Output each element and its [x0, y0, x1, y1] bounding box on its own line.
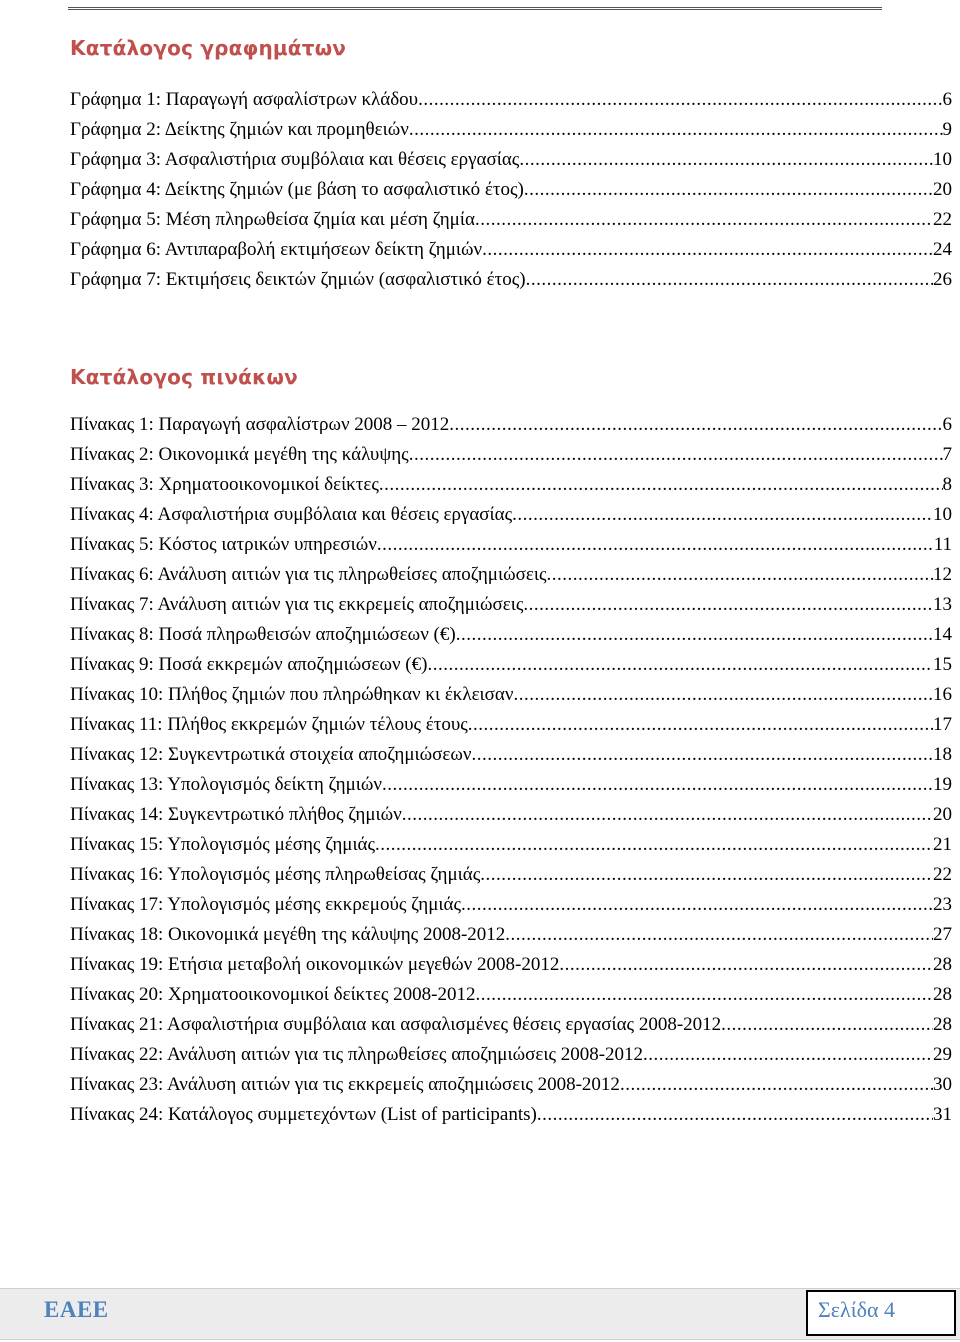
toc-dot-leader	[468, 710, 933, 740]
toc-entry-title: Γράφημα 5: Μέση πληρωθείσα ζημία και μέση ζημία	[70, 209, 475, 230]
toc-entry-title: Πίνακας 3: Χρηματοοικονομικοί δείκτες	[70, 474, 379, 495]
toc-entry-page: 14	[933, 624, 952, 645]
tables-toc-list	[70, 410, 952, 1130]
table-entry-3[interactable]	[70, 470, 952, 500]
tables-list-heading: Κατάλογος πινάκων	[70, 365, 298, 389]
toc-entry-page: 16	[933, 684, 952, 705]
charts-list-heading: Κατάλογος γραφημάτων	[70, 36, 347, 60]
toc-entry-page: 13	[933, 594, 952, 615]
chart-entry-1[interactable]	[70, 85, 952, 115]
toc-entry-page: 7	[942, 444, 952, 465]
toc-entry-page: 24	[933, 239, 952, 260]
toc-entry-page: 9	[942, 119, 952, 140]
toc-dot-leader	[409, 115, 943, 145]
toc-entry-page: 8	[942, 474, 952, 495]
toc-dot-leader	[513, 680, 933, 710]
toc-entry-title: Πίνακας 18: Οικονομικά μεγέθη της κάλυψης 2008-2012	[70, 924, 506, 945]
toc-dot-leader	[620, 1070, 933, 1100]
toc-entry-title: Γράφημα 4: Δείκτης ζημιών (με βάση το ασφαλιστικό έτος)	[70, 179, 524, 200]
toc-entry-page: 30	[933, 1074, 952, 1095]
toc-entry-title: Πίνακας 11: Πλήθος εκκρεμών ζημιών τέλους έτους	[70, 714, 468, 735]
toc-entry-page: 10	[933, 504, 952, 525]
table-entry-23[interactable]	[70, 1070, 952, 1100]
toc-dot-leader	[721, 1010, 933, 1040]
toc-entry-title: Πίνακας 23: Ανάλυση αιτιών για τις εκκρεμείς αποζημιώσεις 2008-2012	[70, 1074, 620, 1095]
table-entry-16[interactable]	[70, 860, 952, 890]
toc-dot-leader	[375, 830, 933, 860]
table-entry-14[interactable]	[70, 800, 952, 830]
table-entry-4[interactable]	[70, 500, 952, 530]
toc-dot-leader	[471, 740, 933, 770]
table-entry-10[interactable]	[70, 680, 952, 710]
toc-dot-leader	[379, 470, 943, 500]
toc-entry-title: Γράφημα 3: Ασφαλιστήρια συμβόλαια και θέσεις εργασίας	[70, 149, 520, 170]
toc-entry-title: Πίνακας 1: Παραγωγή ασφαλίστρων 2008 – 2012	[70, 414, 450, 435]
toc-entry-title: Πίνακας 13: Υπολογισμός δείκτη ζημιών	[70, 774, 382, 795]
toc-entry-title: Γράφημα 7: Εκτιμήσεις δεικτών ζημιών (ασφαλιστικό έτος)	[70, 269, 526, 290]
toc-dot-leader	[559, 950, 933, 980]
toc-dot-leader	[505, 920, 933, 950]
toc-entry-page: 22	[933, 209, 952, 230]
toc-entry-page: 6	[942, 414, 952, 435]
toc-entry-title: Γράφημα 1: Παραγωγή ασφαλίστρων κλάδου	[70, 89, 419, 110]
toc-dot-leader	[382, 770, 933, 800]
toc-dot-leader	[456, 620, 933, 650]
table-entry-5[interactable]	[70, 530, 952, 560]
toc-entry-page: 28	[933, 954, 952, 975]
chart-entry-5[interactable]	[70, 205, 952, 235]
toc-entry-title: Πίνακας 7: Ανάλυση αιτιών για τις εκκρεμείς αποζημιώσεις	[70, 594, 524, 615]
toc-entry-title: Πίνακας 21: Ασφαλιστήρια συμβόλαια και ασφαλισμένες θέσεις εργασίας 2008-2012	[70, 1014, 722, 1035]
chart-entry-4[interactable]	[70, 175, 952, 205]
toc-dot-leader	[512, 500, 933, 530]
table-entry-24[interactable]	[70, 1100, 952, 1130]
table-entry-8[interactable]	[70, 620, 952, 650]
toc-entry-title: Γράφημα 6: Αντιπαραβολή εκτιμήσεων δείκτη ζημιών	[70, 239, 483, 260]
table-entry-11[interactable]	[70, 710, 952, 740]
table-entry-1[interactable]	[70, 410, 952, 440]
toc-dot-leader	[526, 265, 933, 295]
toc-entry-title: Πίνακας 22: Ανάλυση αιτιών για τις πληρωθείσες αποζημιώσεις 2008-2012	[70, 1044, 644, 1065]
toc-dot-leader	[643, 1040, 933, 1070]
toc-entry-title: Πίνακας 6: Ανάλυση αιτιών για τις πληρωθείσες αποζημιώσεις	[70, 564, 547, 585]
toc-dot-leader	[537, 1100, 933, 1130]
table-entry-13[interactable]	[70, 770, 952, 800]
toc-dot-leader	[480, 860, 933, 890]
toc-entry-title: Πίνακας 15: Υπολογισμός μέσης ζημιάς	[70, 834, 376, 855]
toc-entry-page: 22	[933, 864, 952, 885]
table-entry-9[interactable]	[70, 650, 952, 680]
top-rule	[68, 7, 882, 10]
toc-dot-leader	[475, 205, 933, 235]
toc-entry-title: Γράφημα 2: Δείκτης ζημιών και προμηθειών	[70, 119, 409, 140]
toc-dot-leader	[546, 560, 933, 590]
toc-entry-page: 20	[933, 804, 952, 825]
toc-entry-page: 18	[933, 744, 952, 765]
toc-entry-title: Πίνακας 19: Ετήσια μεταβολή οικονομικών μεγεθών 2008-2012	[70, 954, 560, 975]
toc-entry-page: 20	[933, 179, 952, 200]
toc-entry-page: 6	[942, 89, 952, 110]
toc-entry-page: 28	[933, 984, 952, 1005]
toc-entry-page: 21	[933, 834, 952, 855]
toc-dot-leader	[418, 85, 942, 115]
table-entry-7[interactable]	[70, 590, 952, 620]
toc-entry-page: 23	[933, 894, 952, 915]
charts-toc-list	[70, 85, 952, 295]
chart-entry-2[interactable]	[70, 115, 952, 145]
toc-dot-leader	[523, 590, 933, 620]
toc-dot-leader	[427, 650, 933, 680]
chart-entry-3[interactable]	[70, 145, 952, 175]
toc-entry-title: Πίνακας 9: Ποσά εκκρεμών αποζημιώσεων (€)	[70, 654, 428, 675]
table-entry-12[interactable]	[70, 740, 952, 770]
toc-entry-title: Πίνακας 12: Συγκεντρωτικά στοιχεία αποζημιώσεων	[70, 744, 472, 765]
footer-brand: ΕΑΕΕ	[44, 1297, 109, 1322]
toc-dot-leader	[449, 410, 942, 440]
toc-entry-title: Πίνακας 8: Ποσά πληρωθεισών αποζημιώσεων (€)	[70, 624, 456, 645]
toc-entry-page: 26	[933, 269, 952, 290]
toc-entry-page: 17	[933, 714, 952, 735]
toc-entry-page: 12	[933, 564, 952, 585]
toc-entry-page: 28	[933, 1014, 952, 1035]
toc-dot-leader	[377, 530, 934, 560]
toc-entry-title: Πίνακας 4: Ασφαλιστήρια συμβόλαια και θέσεις εργασίας	[70, 504, 513, 525]
toc-entry-page: 27	[933, 924, 952, 945]
table-entry-18[interactable]	[70, 920, 952, 950]
toc-dot-leader	[519, 145, 933, 175]
table-entry-6[interactable]	[70, 560, 952, 590]
table-entry-20[interactable]	[70, 980, 952, 1010]
table-entry-22[interactable]	[70, 1040, 952, 1070]
toc-entry-title: Πίνακας 14: Συγκεντρωτικό πλήθος ζημιών	[70, 804, 402, 825]
toc-entry-title: Πίνακας 17: Υπολογισμός μέσης εκκρεμούς ζημιάς	[70, 894, 461, 915]
toc-entry-title: Πίνακας 2: Οικονομικά μεγέθη της κάλυψης	[70, 444, 409, 465]
toc-dot-leader	[409, 440, 943, 470]
toc-entry-title: Πίνακας 16: Υπολογισμός μέσης πληρωθείσας ζημιάς	[70, 864, 481, 885]
footer-page-number: Σελίδα 4	[818, 1297, 896, 1322]
toc-entry-page: 19	[933, 774, 952, 795]
toc-entry-page: 31	[933, 1104, 952, 1125]
toc-entry-page: 29	[933, 1044, 952, 1065]
chart-entry-6[interactable]	[70, 235, 952, 265]
table-entry-17[interactable]	[70, 890, 952, 920]
table-entry-15[interactable]	[70, 830, 952, 860]
toc-entry-title: Πίνακας 24: Κατάλογος συμμετεχόντων (List of participants)	[70, 1104, 537, 1125]
chart-entry-7[interactable]	[70, 265, 952, 295]
table-entry-2[interactable]	[70, 440, 952, 470]
toc-entry-title: Πίνακας 20: Χρηματοοικονομικοί δείκτες 2008-2012	[70, 984, 476, 1005]
toc-dot-leader	[402, 800, 933, 830]
toc-dot-leader	[475, 980, 933, 1010]
toc-entry-page: 11	[933, 534, 952, 555]
table-entry-19[interactable]	[70, 950, 952, 980]
toc-dot-leader	[461, 890, 933, 920]
toc-entry-page: 10	[933, 149, 952, 170]
table-entry-21[interactable]	[70, 1010, 952, 1040]
toc-entry-title: Πίνακας 10: Πλήθος ζημιών που πληρώθηκαν κι έκλεισαν	[70, 684, 514, 705]
toc-dot-leader	[482, 235, 933, 265]
toc-entry-page: 15	[933, 654, 952, 675]
toc-entry-title: Πίνακας 5: Κόστος ιατρικών υπηρεσιών	[70, 534, 377, 555]
toc-dot-leader	[524, 175, 933, 205]
